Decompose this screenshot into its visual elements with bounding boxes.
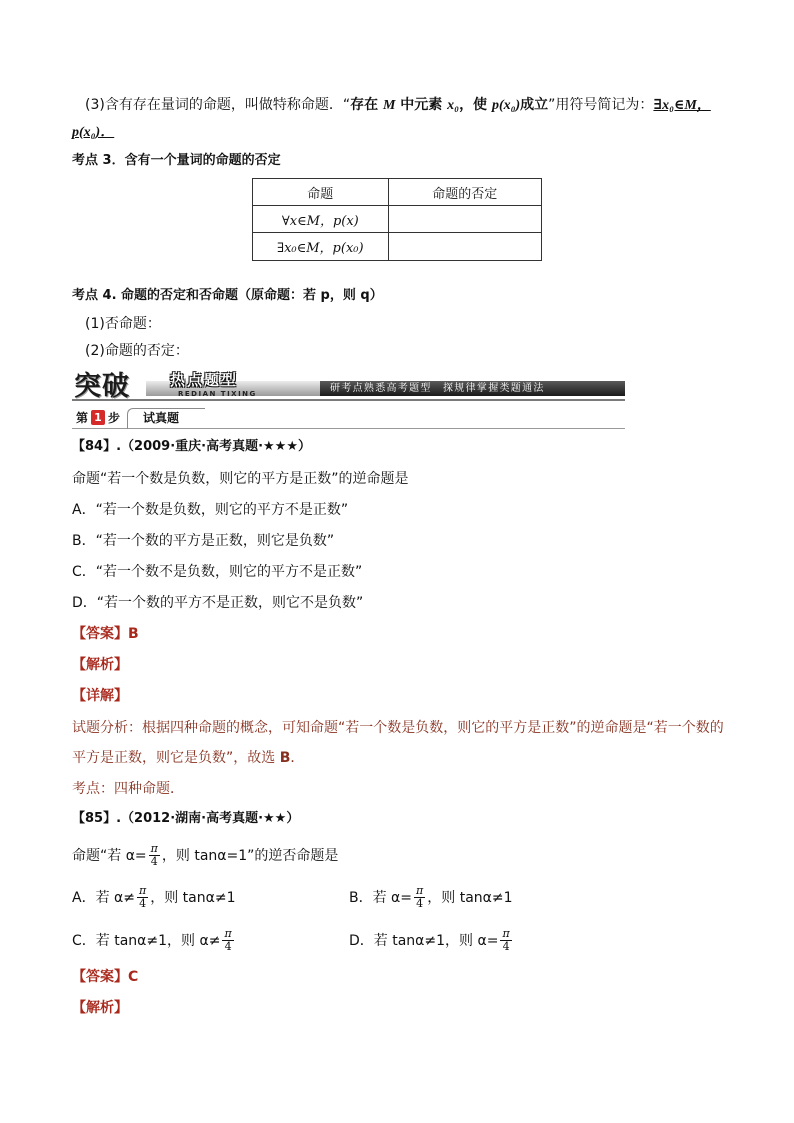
q84-header: 【84】.（2009·重庆·高考真题·★★★） (72, 439, 311, 454)
topic4-item-negative-proposition: (1)否命题： (85, 316, 161, 332)
step-suffix: 步 (108, 411, 121, 425)
symbol-notation-part1: ∃x₀∈M， (653, 98, 711, 113)
answer-value: C (128, 969, 139, 985)
variable-x0: x₀ (447, 98, 460, 113)
hot-topic-banner (72, 373, 625, 403)
symbol-notation-part2: p(x₀)． (72, 125, 115, 140)
table-header-negation: 命题的否定 (388, 179, 541, 206)
definition-make: ，使 (459, 97, 492, 113)
q85-answer (72, 968, 138, 986)
option-text-after: ，则 tanα≠1 (427, 889, 513, 906)
predicate-p-x0: p(x₀) (491, 98, 521, 113)
fraction-denominator: 4 (416, 897, 424, 910)
pi-over-4-fraction (414, 885, 425, 910)
q84-option-d: D．“若一个数的平方不是正数，则它不是负数” (72, 595, 364, 611)
pi-over-4-fraction (137, 885, 148, 910)
q85-option-a (72, 885, 236, 910)
table-header-proposition: 命题 (253, 179, 389, 206)
q84-explanation-line1: 试题分析：根据四种命题的概念，可知命题“若一个数是负数，则它的平方是正数”的逆命题是“若一个数的 (72, 720, 724, 736)
q85-option-d (349, 928, 514, 953)
answer-label: 【答案】 (72, 969, 128, 985)
q85-option-b (349, 885, 513, 910)
banner-title: 热点题型 (170, 371, 239, 389)
q84-topic-note: 考点：四种命题． (72, 781, 184, 797)
option-text-after: ，则 tanα≠1 (150, 889, 236, 906)
fraction-denominator: 4 (224, 940, 232, 953)
stem-after: ，则 tanα=1”的逆否命题是 (161, 847, 339, 864)
answer-label: 【答案】 (72, 626, 128, 642)
fraction-numerator: π (416, 884, 424, 897)
fraction-numerator: π (224, 927, 232, 940)
banner-slogan: 研考点熟悉高考题型 探规律掌握类题通法 (330, 383, 545, 394)
stem-before: 命题“若 α= (72, 847, 147, 864)
pi-over-4-fraction (222, 928, 233, 953)
banner-divider (72, 399, 625, 401)
option-text-before: D．若 tanα≠1，则 α= (349, 932, 499, 949)
q85-analysis-label: 【解析】 (72, 1000, 128, 1016)
table-row (253, 206, 542, 233)
q84-analysis-label: 【解析】 (72, 657, 128, 673)
q85-stem (72, 843, 338, 868)
set-m: M (382, 98, 396, 113)
table-cell-universal: ∀x∈M，p(x) (253, 206, 389, 233)
step-prefix: 第 (76, 411, 89, 425)
explanation-text: 平方是正数，则它是负数”，故选 (72, 750, 280, 766)
table-cell-existential-negation (388, 233, 541, 261)
banner-pinyin: REDIAN TIXING (178, 390, 257, 398)
definition-element: 中元素 (395, 97, 448, 113)
pi-over-4-fraction (149, 843, 160, 868)
q84-answer (72, 625, 139, 643)
table-cell-universal-negation (388, 206, 541, 233)
fraction-denominator: 4 (150, 855, 158, 868)
topic4-item-proposition-negation: (2)命题的否定： (85, 343, 189, 359)
q84-option-a: A．“若一个数是负数，则它的平方不是正数” (72, 502, 349, 518)
q84-stem: 命题“若一个数是负数，则它的平方是正数”的逆命题是 (72, 471, 409, 487)
step-label: 试真题 (143, 411, 180, 425)
q84-option-c: C．“若一个数不是负数，则它的平方不是正数” (72, 564, 363, 580)
existential-proposition-definition (85, 96, 711, 115)
topic4-heading: 考点 4. 命题的否定和否命题（原命题：若 p，则 q） (72, 288, 383, 303)
q85-option-c (72, 928, 236, 953)
fraction-denominator: 4 (139, 897, 147, 910)
table-header-row (253, 179, 542, 206)
topic3-heading: 考点 3．含有一个量词的命题的否定 (72, 153, 281, 168)
fraction-numerator: π (139, 884, 147, 897)
option-text-before: B．若 α= (349, 889, 413, 906)
step-header (72, 408, 625, 429)
definition-prefix: (3)含有存在量词的命题，叫做特称命题．“ (85, 97, 351, 113)
explanation-choice: B (279, 750, 291, 766)
pi-over-4-fraction (500, 928, 511, 953)
option-text-before: C．若 tanα≠1，则 α≠ (72, 932, 221, 949)
fraction-numerator: π (150, 842, 158, 855)
table-cell-existential: ∃x₀∈M，p(x₀) (253, 233, 389, 261)
q84-detail-label: 【详解】 (72, 688, 128, 704)
q84-option-b: B．“若一个数的平方是正数，则它是负数” (72, 533, 335, 549)
option-text-before: A．若 α≠ (72, 889, 135, 906)
definition-holds: 成立 (520, 97, 549, 113)
banner-breakthrough: 突破 (74, 371, 130, 402)
answer-value: B (128, 626, 139, 642)
explanation-end: ． (290, 750, 305, 766)
fraction-numerator: π (502, 927, 510, 940)
fraction-denominator: 4 (502, 940, 510, 953)
q84-explanation-line2 (72, 749, 304, 767)
quantifier-negation-table (252, 178, 542, 261)
q85-header: 【85】.（2012·湖南·高考真题·★★） (72, 811, 300, 826)
definition-suffix: ”用符号简记为： (548, 97, 654, 113)
table-row (253, 233, 542, 261)
step-number-badge: 1 (91, 410, 105, 425)
definition-exist: 存在 (350, 97, 383, 113)
